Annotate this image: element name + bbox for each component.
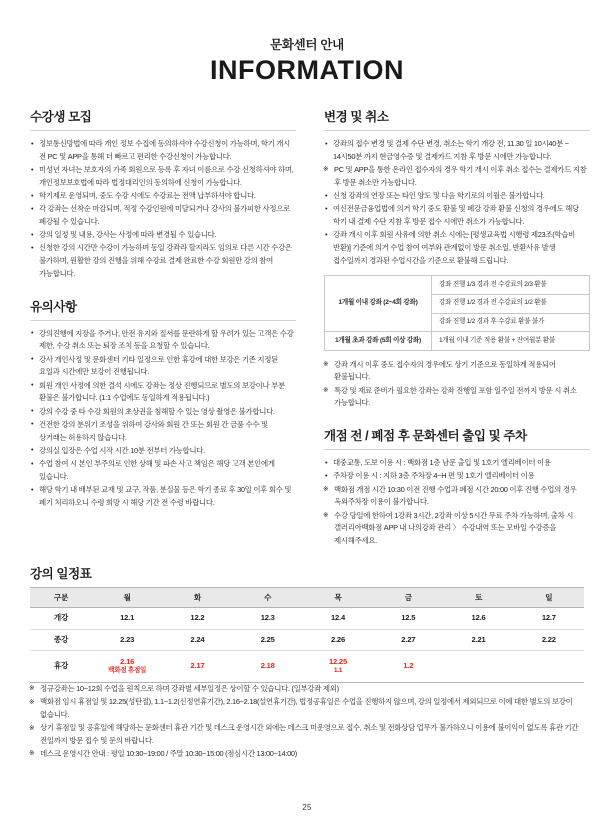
refund-period-label: 1개월 이내 강좌 (2~4회 강좌) [325, 276, 432, 332]
list-item: • 회원 개인 사정에 의한 결석 시에도 강좌는 정상 진행되므로 별도의 보강이나 부분 환불은 불가합니다. (1:1 수업에도 동일하게 적용됩니다.) [30, 380, 296, 405]
section-divider [30, 130, 296, 131]
list-item: • 강의진행에 지장을 주거나, 안전 유지와 질서를 문란하게 할 우려가 있는 고객은 수강 제한, 수강 취소 또는 퇴장 조치 등을 요청할 수 있습니다. [30, 328, 296, 353]
schedule-cell-main: 12.4 [330, 613, 345, 623]
schedule-row-label: 휴강 [30, 650, 92, 682]
schedule-row-label: 종강 [30, 629, 92, 650]
schedule-header-row [30, 588, 584, 608]
schedule-cell-main: 2.18 [260, 661, 275, 671]
list-item: • 강의실 입장은 수업 시작 시간 10분 전부터 가능합니다. [30, 445, 296, 458]
schedule-cell [92, 629, 162, 650]
refund-post-notes [324, 359, 590, 410]
table-row [30, 650, 584, 682]
refund-rule-cell: 1개월 이내 기준 적용 환불 + 잔여월분 환불 [432, 332, 590, 351]
section-recruit-title: 수강생 모집 [30, 110, 92, 125]
section-change-cancel [324, 110, 590, 410]
section-change-cancel-title: 변경 및 취소 [324, 110, 389, 125]
footnotes-list [30, 683, 584, 761]
list-item: • 신청한 강의 시간만 수강이 가능하며 동일 강좌라 할지라도 임의로 다른 시간 수강은 불가하며, 원활한 강의 진행을 위해 수강료 결제 완료한 수강 회원만 강의 참여 가능합니다. [30, 242, 296, 280]
header-english-title: INFORMATION [210, 55, 404, 85]
section-divider [30, 320, 296, 321]
table-row [325, 332, 590, 351]
schedule-section [30, 564, 584, 683]
schedule-cell [303, 650, 373, 682]
schedule-cell [443, 629, 513, 650]
schedule-cell-sub: 1.1 [333, 667, 343, 675]
schedule-cell [373, 608, 443, 629]
schedule-cell-main: 2.21 [471, 634, 486, 644]
left-column [30, 110, 296, 510]
schedule-title: 강의 일정표 [30, 567, 92, 582]
schedule-cell-main: 12.1 [120, 613, 135, 623]
list-item: • 학기제로 운영되며, 중도 수강 시에도 수강료는 전액 납부하셔야 합니다. [30, 190, 296, 203]
right-column [324, 110, 590, 548]
schedule-cell-sub: 백화점 휴점일 [108, 667, 147, 675]
schedule-cell-main: 2.23 [120, 634, 135, 644]
schedule-cell [162, 608, 232, 629]
schedule-cell-main: 1.2 [403, 661, 414, 671]
schedule-column-header: 일 [514, 588, 584, 608]
schedule-cell-main: 2.26 [330, 634, 345, 644]
schedule-cell-main: 2.22 [541, 634, 556, 644]
schedule-column-header: 화 [162, 588, 232, 608]
schedule-cell [443, 650, 513, 682]
list-item: • 정보통신망법에 따라 개인 정보 수집에 동의하셔야 수강신청이 가능하며, 학기 개시 전 PC 및 APP을 통해 더 빠르고 편리한 수강신청이 가능합니다. [30, 138, 296, 163]
footnote-item: ※ 상기 휴점일 및 공휴일에 해당하는 문화센터 휴관 기간 및 데스크 운영시간 외에는 데스크 미운영으로 접수, 취소 및 전화상담 업무가 불가하오니 이용에 불이익이 없도록 휴관 기간 전일까지 방문 접수 및 문의 바랍니다. [30, 722, 584, 747]
list-item: • 강사 개인사정 및 문화센터 기타 일정으로 인한 휴강에 대한 보강은 기존 지정된 요일과 시간에만 보강이 진행됩니다. [30, 354, 296, 379]
schedule-cell-main: 2.16 [120, 656, 135, 666]
list-item: • 건전한 강의 분위기 조성을 위하여 강사와 회원 간 또는 회원 간 금품 수수 및 상거래는 허용하지 않습니다. [30, 419, 296, 444]
schedule-cell [233, 650, 303, 682]
section-divider [324, 449, 590, 450]
list-item: • 대중교통, 도보 이용 시 : 백화점 1층 남문 출입 및 1호기 엘리베이터 이용 [324, 457, 590, 470]
content-columns [30, 110, 587, 548]
schedule-cell [443, 608, 513, 629]
schedule-cell [92, 608, 162, 629]
section-notice-list [30, 328, 296, 510]
section-recruit-list [30, 138, 296, 281]
schedule-column-header: 목 [303, 588, 373, 608]
table-row [325, 276, 590, 295]
list-item: ※ PC 및 APP을 통한 온라인 접수자의 경우 학기 개시 이후 취소 접수는 결제카드 지참 후 방문 취소만 가능합니다. [324, 164, 590, 189]
schedule-cell [303, 608, 373, 629]
schedule-column-header: 월 [92, 588, 162, 608]
list-item: • 미성년 자녀는 보호자의 가족 회원으로 등록 후 자녀 이름으로 수강 신청하셔야 하며, 개인정보보호법에 따라 법정대리인의 동의하에 신청이 가능합니다. [30, 164, 296, 189]
schedule-cell [373, 650, 443, 682]
footnote-item: ※ 정규강좌는 10~12회 수업을 원칙으로 하며 강좌별 세부일정은 상이할 수 있습니다. (일부강좌 제외) [30, 683, 584, 696]
list-item: • 여신전문금융업법에 의거 학기 중도 환불 및 폐강 강좌 환불 신청의 경우에도 해당 학기 내 결제 수단 지참 후 방문 접수 시에만 취소가 가능합니다. [324, 203, 590, 228]
list-item: ※ 백화점 개점 시간 10:30 이전 진행 수업과 폐점 시간 20:00 이후 진행 수업의 경우 옥외주차장 이용이 불가합니다. [324, 484, 590, 509]
schedule-cell-main: 2.25 [260, 634, 275, 644]
schedule-column-header: 수 [233, 588, 303, 608]
footnote-item: ※ 백화점 임시 휴점일 및 12.25(성탄절), 1.1~1.2(신정연휴기간), 2.16~2.18(설연휴기간), 법정공휴일은 수업을 진행하지 않으며, 강의 일정에서 제외되므로 이에 대한 별도의 보강이 없습니다. [30, 696, 584, 721]
section-notice [30, 300, 296, 510]
schedule-cell [373, 629, 443, 650]
list-item: ※ 강좌 개시 이후 중도 접수자의 경우에도 상기 기준으로 동일하게 적용되어 환불됩니다. [324, 359, 590, 384]
list-item: • 수업 참여 시 본인 부주의로 인한 상해 및 파손 사고 책임은 해당 고객 본인에게 있습니다. [30, 458, 296, 483]
schedule-cell-main: 12.5 [401, 613, 416, 623]
section-access-parking-list [324, 457, 590, 548]
schedule-cell-main: 12.2 [190, 613, 205, 623]
section-recruit [30, 110, 296, 281]
schedule-cell-main: 2.24 [190, 634, 205, 644]
refund-rule-cell: 강좌 진행 1/2 경과 후 수강료 환불 불가 [432, 313, 590, 332]
schedule-cell-main: 12.25 [328, 656, 347, 666]
schedule-cell [514, 629, 584, 650]
schedule-cell [303, 629, 373, 650]
list-item: • 강좌의 접수 변경 및 결제 수단 변경, 취소는 학기 개강 전, 11.30 일 10시40분 − 14시50분 까지 현금영수증 및 결제카드 지참 후 방문 시에만 가능합니다. [324, 138, 590, 163]
schedule-table [30, 587, 584, 683]
footnote-item: ※ 데스크 운영시간 안내 : 평일 10:30~19:00 / 주말 10:30~15:00 (점심시간 13:00~14:00) [30, 748, 584, 761]
refund-rule-cell: 강좌 진행 1/3 경과 전 수강료의 2/3 환불 [432, 276, 590, 295]
list-item: ※ 수강 당일에 한하여 1강좌 3시간, 2강좌 이상 5시간 무료 주차 가능하며, 출차 시 갤러리아백화점 APP 내 나의강좌 관리 〉 수강내역 또는 모바일 수강증을 제시해주세요. [324, 510, 590, 548]
schedule-cell-main: 12.6 [471, 613, 486, 623]
schedule-cell-main: 2.27 [401, 634, 416, 644]
refund-rule-cell: 강좌 진행 1/2 경과 전 수강료의 1/2 환불 [432, 294, 590, 313]
section-access-parking-title: 개점 전 / 폐점 후 문화센터 출입 및 주차 [324, 429, 527, 444]
list-item: • 강의 일정 및 내용, 강사는 사정에 따라 변경될 수 있습니다. [30, 229, 296, 242]
schedule-cell [92, 650, 162, 682]
list-item: ※ 특강 및 재료 준비가 필요한 강좌는 강좌 진행일 포함 일주일 전까지 방문 시 취소 가능합니다. [324, 385, 590, 410]
schedule-row-label: 개강 [30, 608, 92, 629]
schedule-column-header: 금 [373, 588, 443, 608]
schedule-cell-main: 12.7 [541, 613, 556, 623]
list-item: • 해당 학기 내 배부된 교재 및 교구, 작품, 분실물 등은 학기 종료 후 30일 이후 회수 및 폐기 처리하오니 수령 희망 시 해당 기간 전 수령 바랍니다. [30, 484, 296, 509]
schedule-cell [233, 629, 303, 650]
header-korean-title: 문화센터 안내 [270, 38, 344, 52]
section-change-cancel-list [324, 138, 590, 267]
schedule-cell [514, 650, 584, 682]
page-header [30, 0, 584, 86]
table-row [30, 629, 584, 650]
list-item: • 강좌 개시 이후 회원 사유에 의한 취소 시에는 [평생교육법 시행령 제23조(학습비 반환)] 기준에 의거 수업 참여 여부와 관계없이 방문 취소일, 반환사유 발생 접수일까지 경과된 수업시간을 기준으로 환불해 드립니다. [324, 229, 590, 267]
schedule-column-header: 토 [443, 588, 513, 608]
refund-period-label: 1개월 초과 강좌 (5회 이상 강좌) [325, 332, 432, 351]
schedule-cell [162, 629, 232, 650]
list-item: • 신청 강좌의 연장 또는 타인 양도 및 다음 학기로의 이월은 불가합니다. [324, 190, 590, 203]
schedule-cell-main: 12.3 [260, 613, 275, 623]
page-number: 25 [302, 803, 312, 812]
schedule-cell [162, 650, 232, 682]
section-access-parking [324, 429, 590, 548]
refund-policy-table [324, 275, 590, 350]
section-notice-title: 유의사항 [30, 299, 77, 314]
schedule-cell-main: 2.17 [190, 661, 205, 671]
schedule-column-header: 구분 [30, 588, 92, 608]
section-divider [324, 130, 590, 131]
list-item: • 강의 수강 중 타 수강 회원의 초상권을 침해할 수 있는 영상 촬영은 불가합니다. [30, 406, 296, 419]
list-item: • 각 강좌는 선착순 마감되며, 적정 수강인원에 미달되거나 강사의 불가피한 사정으로 폐강될 수 있습니다. [30, 203, 296, 228]
list-item: • 주차장 이용 시 : 지하 3층 주차장 4~H 편 및 1호기 엘리베이터 이용 [324, 470, 590, 483]
schedule-cell [514, 608, 584, 629]
table-row [30, 608, 584, 629]
schedule-cell [233, 608, 303, 629]
